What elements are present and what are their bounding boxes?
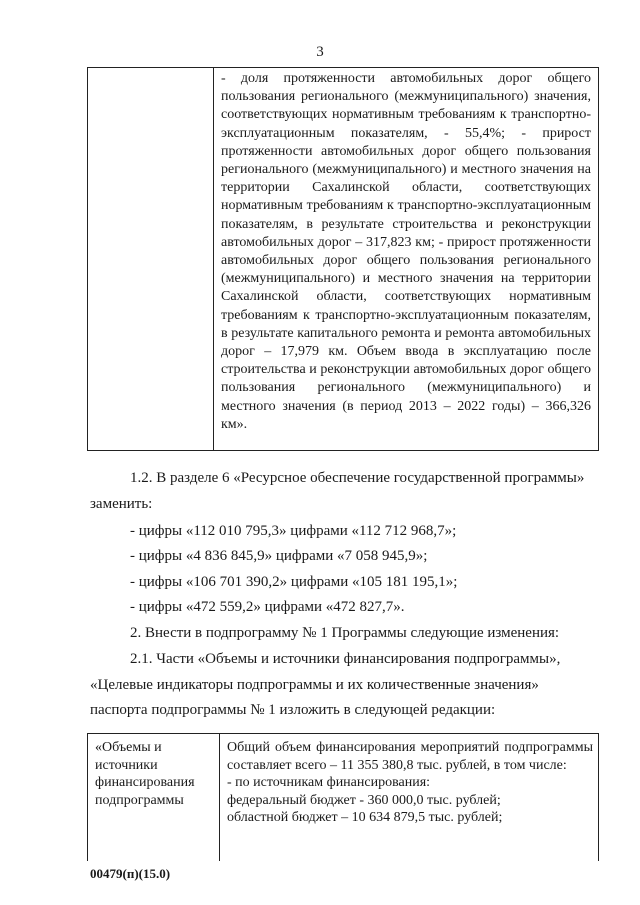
funding-sources-heading: - по источникам финансирования:	[227, 775, 431, 790]
paragraph-1-2-continuation: заменить:	[90, 496, 153, 512]
replacement-item: - цифры «472 559,2» цифрами «472 827,7».	[130, 599, 405, 615]
replacement-item: - цифры «112 010 795,3» цифрами «112 712 968,7»;	[130, 523, 457, 539]
table-right-cell: - доля протяженности автомобильных дорог общего пользования регионального (межмуниципального) значения, соответствующих нормативным требованиям к транспортно-эксплуатационным показателям, - 55,4%; - прирост протяженности автомобильных дорог общего пользования регионального (межмуниципального) и местного значения на территории Сахалинской области, соответствующих нормативным требованиям к транспортно-эксплуатационным показателям, в результате строительства и реконструкции автомобильных дорог – 317,823 км; - прирост протяженности автомобильных дорог общего пользования регионального (межмуниципального) и местного значения на территории Сахалинской области, соответствующих нормативным требованиям к транспортно-эксплуатационным показателям, в результате капитального ремонта и ремонта автомобильных дорог – 17,979 км. Объем ввода в эксплуатацию после строительства и реконструкции автомобильных дорог общего пользования регионального (межмуниципального) и местного значения (в период 2013 – 2022 годы) – 366,326 км».	[221, 71, 591, 432]
funding-total: Общий объем финансирования мероприятий подпрограммы составляет всего – 11 355 380,8 тыс. рублей, в том числе:	[227, 740, 593, 773]
replacement-item: - цифры «106 701 390,2» цифрами «105 181 195,1»;	[130, 574, 458, 590]
table-column-divider	[219, 734, 220, 861]
paragraph-2-1: 2.1. Части «Объемы и источники финансирования подпрограммы»,	[130, 651, 561, 667]
regional-budget: областной бюджет – 10 634 879,5 тыс. рублей;	[227, 810, 503, 825]
top-table	[87, 67, 599, 451]
table-column-divider	[213, 68, 214, 450]
paragraph-2: 2. Внести в подпрограмму № 1 Программы следующие изменения:	[130, 625, 560, 641]
paragraph-1-2: 1.2. В разделе 6 «Ресурсное обеспечение государственной программы»	[130, 470, 585, 486]
federal-budget: федеральный бюджет - 360 000,0 тыс. рублей;	[227, 792, 501, 808]
table-right-cell	[227, 739, 593, 827]
paragraph-2-1-line2: «Целевые индикаторы подпрограммы и их количественные значения»	[90, 677, 539, 693]
replacement-item: - цифры «4 836 845,9» цифрами «7 058 945,9»;	[130, 548, 428, 564]
page-number: 3	[316, 44, 324, 60]
table-left-cell: «Объемы и источники финансирования подпрограммы	[95, 740, 195, 808]
document-code: 00479(п)(15.0)	[90, 866, 171, 881]
paragraph-2-1-line3: паспорта подпрограммы № 1 изложить в следующей редакции:	[90, 702, 496, 718]
bottom-table	[87, 733, 599, 861]
